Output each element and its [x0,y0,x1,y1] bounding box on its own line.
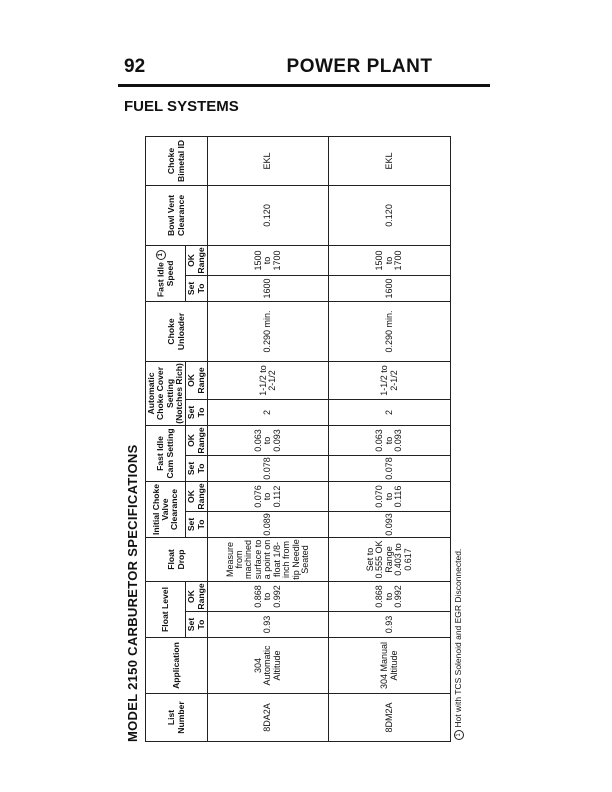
cell-list-number: 8DM2A [329,694,451,742]
footnote-marker-icon: 1 [156,250,166,260]
table-row [208,136,329,741]
subheader-ok-range: OK Range [186,427,206,454]
cell-unloader: 0.290 min. [208,301,329,361]
footnote-marker-icon: 1 [454,730,464,740]
page-header-title: POWER PLANT [286,56,433,77]
cell-bowl-vent: 0.120 [329,185,451,245]
cell-bimetal: EKL [208,136,329,185]
header-float-drop: Float Drop [146,537,208,581]
subheader-set-to: Set To [186,399,208,425]
table-title: MODEL 2150 CARBURETOR SPECIFICATIONS [125,444,140,742]
cell-float-set: 0.93 [329,612,451,638]
cell-cam-set: 0.078 [329,455,451,481]
cell-idle-set: 1600 [329,275,451,301]
cell-unloader: 0.290 min. [329,301,451,361]
subheader-ok-range: OK Range [186,247,206,274]
subheader-ok-range: OK Range [186,361,208,399]
section-title: FUEL SYSTEMS [124,98,239,115]
cell-application: 304 Automatic Altitude [208,638,329,694]
cell-float-ok: 0.868 to 0.992 [208,581,329,611]
footnote-text: Hot with TCS Solenoid and EGR Disconnected. [453,548,463,728]
cell-bimetal: EKL [329,136,451,185]
cell-auto-set: 2 [329,399,451,425]
cell-idle-set: 1600 [208,275,329,301]
cell-auto-ok: 1-1/2 to 2-1/2 [208,361,329,399]
cell-auto-set: 2 [208,399,329,425]
subheader-set-to: Set To [186,511,208,537]
cell-choke-ok: 0.076 to 0.112 [208,481,329,511]
cell-application: 304 Manual Altitude [329,638,451,694]
header-application: Application [146,638,208,694]
cell-choke-ok: 0.070 to 0.116 [329,481,451,511]
table-landscape-frame [125,132,467,742]
rotated-table-area [125,132,467,742]
header-bowl-vent: Bowl Vent Clearance [146,185,208,245]
subheader-set-to: Set To [186,455,208,481]
table-footnote [453,549,464,740]
cell-float-ok: 0.868 to 0.992 [329,581,451,611]
cell-bowl-vent: 0.120 [208,185,329,245]
header-choke-bimetal: Choke Bimetal ID [146,136,208,185]
header-fast-idle-speed [146,245,186,301]
cell-float-drop: Set to 0.555 OK Range 0.403 to 0.617 [329,537,451,581]
carburetor-spec-table [145,136,451,742]
subheader-ok-range: OK Range [186,483,206,510]
cell-choke-set: 0.089 [208,511,329,537]
subheader-ok-range: OK Range [186,583,206,610]
cell-auto-ok: 1-1/2 to 2-1/2 [329,361,451,399]
page-number: 92 [124,56,146,77]
cell-float-set: 0.93 [208,612,329,638]
header-float-level: Float Level [146,581,186,637]
subheader-set-to: Set To [186,612,208,638]
header-choke-unloader: Choke Unloader [146,301,208,361]
cell-list-number: 8DA2A [208,694,329,742]
header-initial-choke: Initial Choke Valve Clearance [146,481,186,537]
header-list-number: List Number [146,694,208,742]
cell-cam-set: 0.078 [208,455,329,481]
cell-float-drop: Measure from machined surface to a point on float 1/8-inch from tip Needle Seated [208,537,329,581]
fast-idle-label: Fast Idle [155,262,166,298]
header-auto-choke: Automatic Choke Cover Setting (Notches Rich) [146,363,184,424]
subheader-set-to: Set To [186,275,208,301]
cell-idle-ok: 1500 to 1700 [329,245,451,275]
header-fast-idle-cam: Fast Idle Cam Setting [146,425,186,481]
cell-choke-set: 0.093 [329,511,451,537]
cell-cam-ok: 0.063 to 0.093 [208,425,329,455]
cell-cam-ok: 0.063 to 0.093 [329,425,451,455]
cell-idle-ok: 1500 to 1700 [208,245,329,275]
fast-idle-speed-suffix: Speed [164,260,175,287]
header-rule [118,84,490,87]
table-row [329,136,451,741]
